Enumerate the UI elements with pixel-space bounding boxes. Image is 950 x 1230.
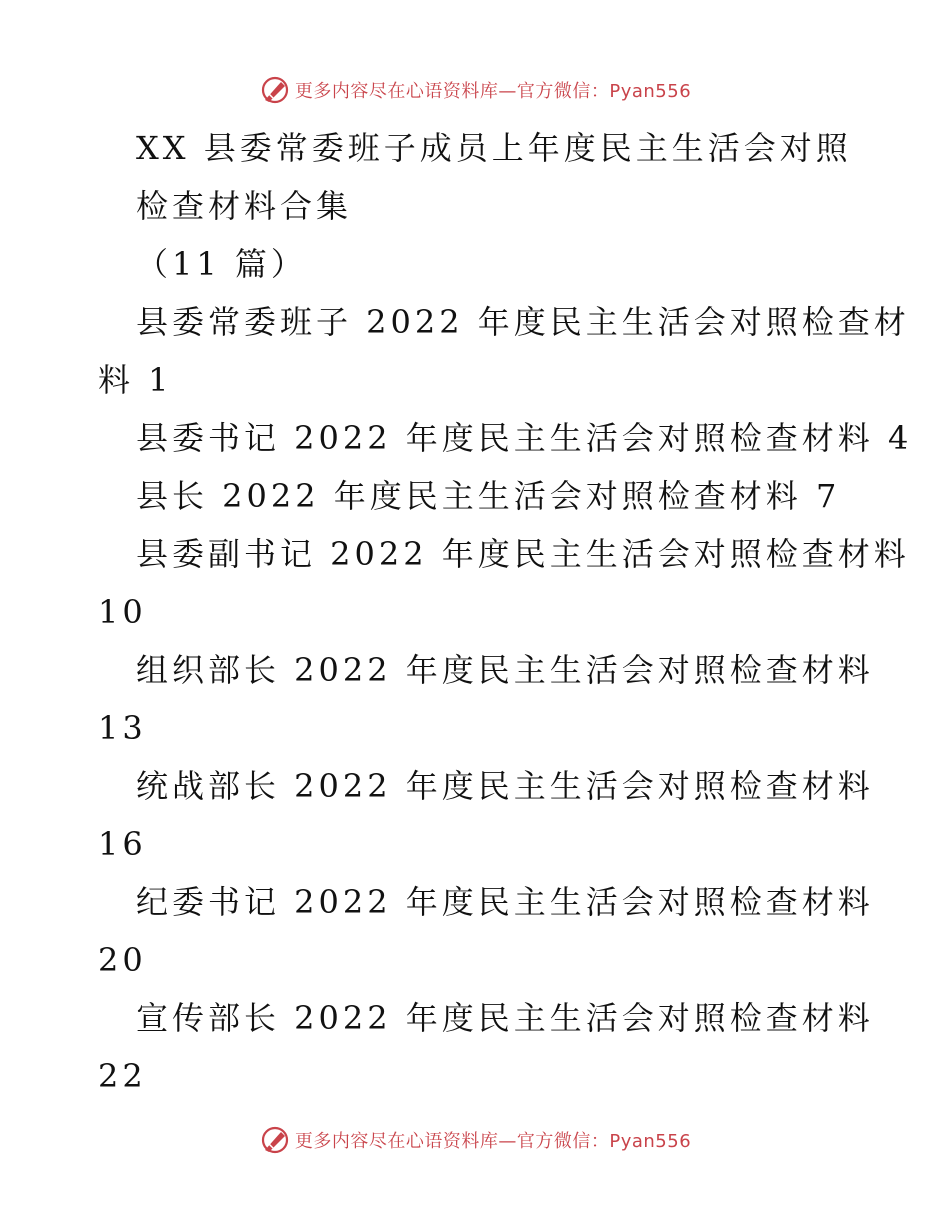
header-banner-text: 更多内容尽在心语资料库—官方微信：Pyan556 xyxy=(294,81,692,102)
toc-item-4-line-2: 10 xyxy=(98,593,147,631)
footer-banner xyxy=(0,1120,950,1160)
toc-item-6-line-2: 16 xyxy=(98,825,147,863)
toc-item-8-line-1: 宣传部长 2022 年度民主生活会对照检查材料 xyxy=(136,999,874,1037)
toc-item-1-line-2: 料 1 xyxy=(98,361,173,399)
toc-item-1-line-1: 县委常委班子 2022 年度民主生活会对照检查材 xyxy=(136,303,910,341)
toc-item-7-line-1: 纪委书记 2022 年度民主生活会对照检查材料 xyxy=(136,883,874,921)
footer-banner-text: 更多内容尽在心语资料库—官方微信：Pyan556 xyxy=(294,1131,692,1152)
toc-item-4-line-1: 县委副书记 2022 年度民主生活会对照检查材料 xyxy=(136,535,910,573)
pen-nib-logo-icon xyxy=(259,1124,291,1156)
toc-item-5-line-1: 组织部长 2022 年度民主生活会对照检查材料 xyxy=(136,651,874,689)
header-banner xyxy=(0,70,950,110)
toc-item-5-line-2: 13 xyxy=(98,709,147,747)
toc-item-3: 县长 2022 年度民主生活会对照检查材料 7 xyxy=(136,477,841,515)
toc-item-6-line-1: 统战部长 2022 年度民主生活会对照检查材料 xyxy=(136,767,874,805)
document-title-line-2: 检查材料合集 xyxy=(136,187,353,225)
toc-item-8-line-2: 22 xyxy=(98,1057,147,1095)
document-count: （11 篇） xyxy=(136,245,307,283)
toc-item-7-line-2: 20 xyxy=(98,941,147,979)
document-title-line-1: XX 县委常委班子成员上年度民主生活会对照 xyxy=(136,129,852,167)
toc-item-2: 县委书记 2022 年度民主生活会对照检查材料 4 xyxy=(136,419,913,457)
pen-nib-logo-icon xyxy=(259,74,291,106)
